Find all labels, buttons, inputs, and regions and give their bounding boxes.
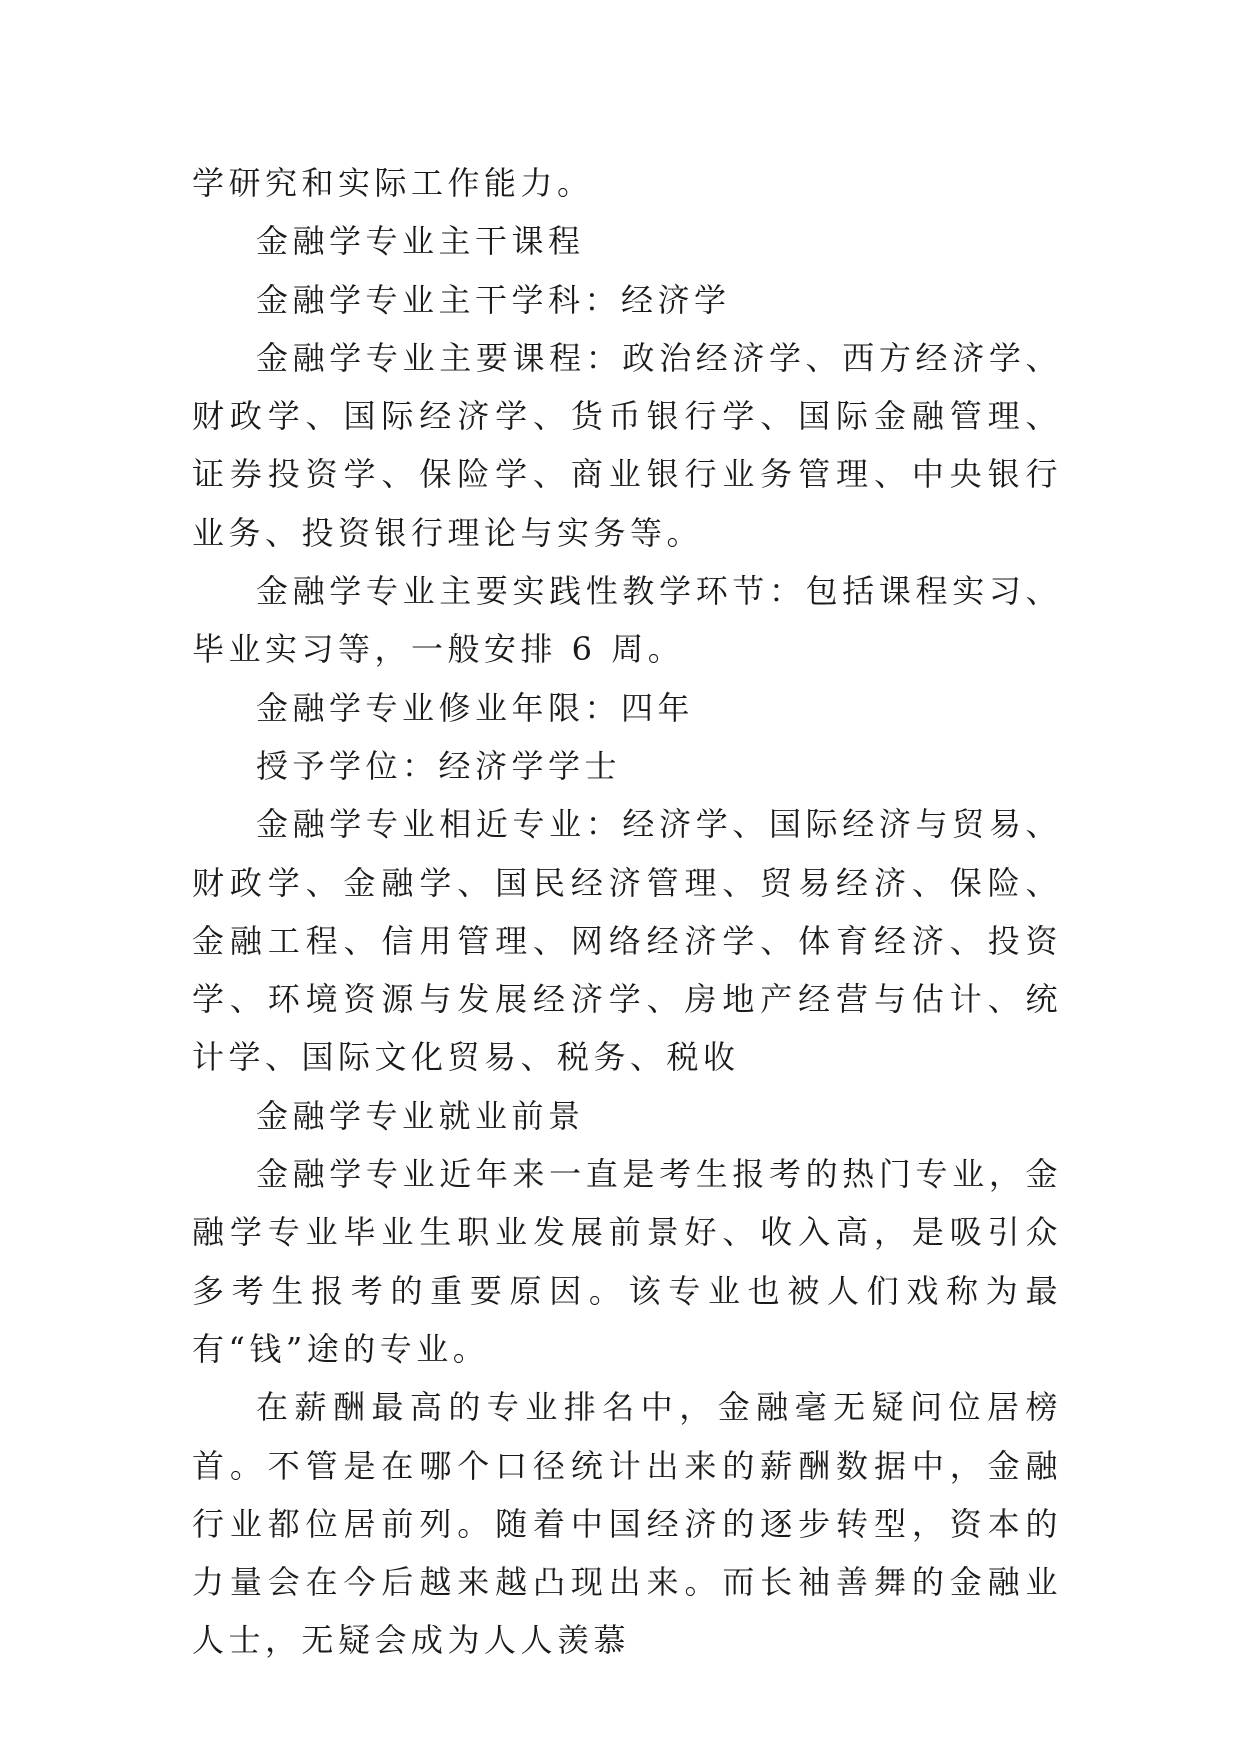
paragraph-core-discipline: 金融学专业主干学科：经济学 [256,280,731,319]
paragraph-study-length: 金融学专业修业年限：四年 [256,688,695,727]
heading-employment-prospects: 金融学专业就业前景 [256,1096,585,1135]
paragraph-practice: 金融学专业主要实践性教学环节：包括课程实习、毕业实习等，一般安排 6 周。 [192,572,1062,669]
paragraph-salary: 在薪酬最高的专业排名中，金融毫无疑问位居榜首。不管是在哪个口径统计出来的薪酬数据中，金融行业都位居前列。随着中国经济的逐步转型，资本的力量会在今后越来越凸现出来。而长袖善舞的金融业人士，无疑会成为人人羡慕 [192,1388,1062,1660]
paragraph-popularity: 金融学专业近年来一直是考生报考的热门专业，金融学专业毕业生职业发展前景好、收入高，是吸引众多考生报考的重要原因。该专业也被人们戏称为最有“钱”途的专业。 [192,1155,1062,1368]
paragraph-related-majors: 金融学专业相近专业：经济学、国际经济与贸易、财政学、金融学、国民经济管理、贸易经济、保险、金融工程、信用管理、网络经济学、体育经济、投资学、环境资源与发展经济学、房地产经营与估计、统计学、国际文化贸易、税务、税收 [192,805,1062,1077]
heading-core-courses: 金融学专业主干课程 [256,222,585,261]
paragraph-continuation: 学研究和实际工作能力。 [192,164,594,202]
paragraph-degree: 授予学位：经济学学士 [256,746,622,785]
document-body [192,154,1062,1670]
paragraph-main-courses: 金融学专业主要课程：政治经济学、西方经济学、财政学、国际经济学、货币银行学、国际金融管理、证券投资学、保险学、商业银行业务管理、中央银行业务、投资银行理论与实务等。 [192,338,1062,552]
